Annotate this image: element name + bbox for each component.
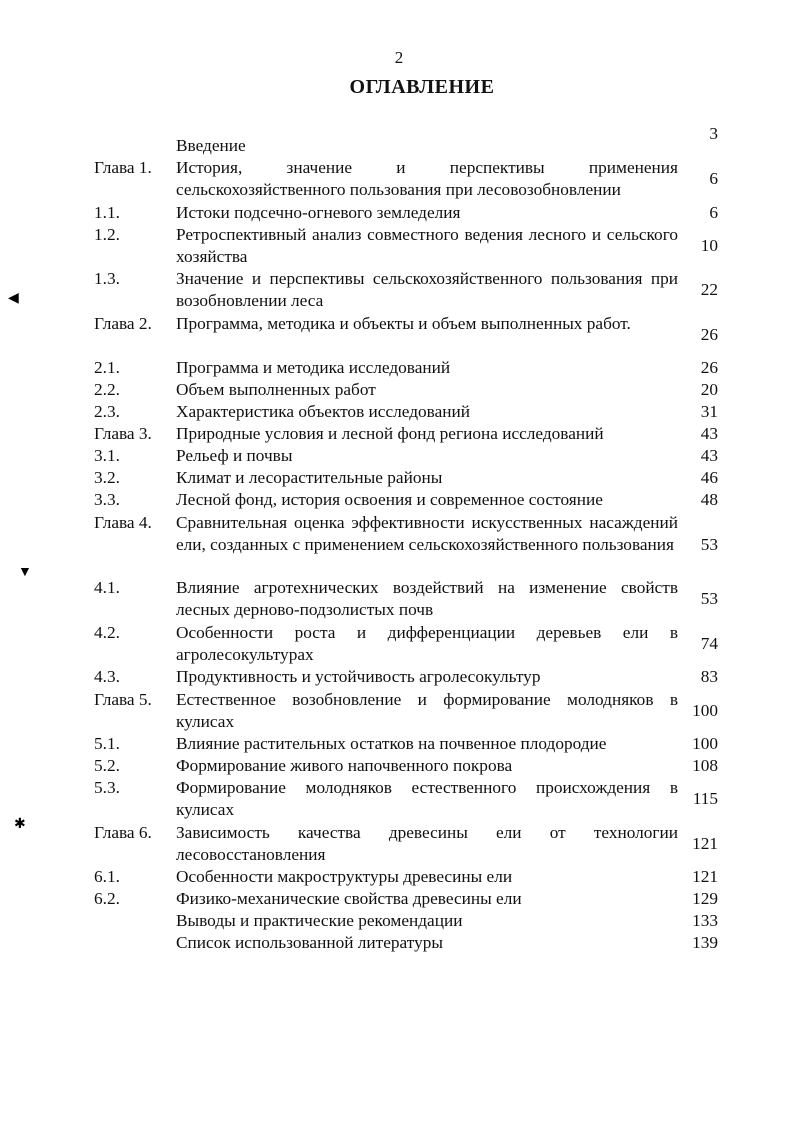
toc-entry-number: 4.1. — [94, 578, 120, 597]
toc-entry-number: Глава 3. — [94, 424, 152, 443]
toc-entry-title: Рельеф и почвы — [176, 446, 293, 465]
toc-entry-title: Программа, методика и объекты и объем выполненных работ. — [176, 314, 631, 333]
toc-entry — [0, 489, 798, 511]
toc-entry-number: 6.2. — [94, 889, 120, 908]
toc-entry-number: 3.3. — [94, 490, 120, 509]
toc-entry — [0, 467, 798, 489]
toc-entry — [0, 888, 798, 910]
toc-entry-title: Сравнительная оценка эффективности искусственных насаждений ели, созданных с применением сельскохозяйственного пользования — [176, 513, 678, 554]
toc-entry-page: 83 — [700, 667, 718, 686]
toc-entry — [0, 755, 798, 777]
toc-entry — [0, 666, 798, 688]
toc-entry-page: 100 — [692, 734, 718, 753]
toc-entry-number: Глава 1. — [94, 158, 152, 177]
toc-entry-title: Особенности роста и дифференциации деревьев ели в агролесокультурах — [176, 623, 678, 664]
toc-entry-title: Ретроспективный анализ совместного ведения лесного и сельского хозяйства — [176, 225, 678, 266]
toc-entry-page: 20 — [700, 380, 718, 399]
toc-entry — [0, 577, 798, 621]
toc-entry — [0, 733, 798, 755]
toc-entry-title: Значение и перспективы сельскохозяйственного пользования при возобновлении леса — [176, 269, 678, 310]
toc-entry-page: 10 — [700, 236, 718, 255]
scan-speck-mark: ✱ — [14, 817, 26, 832]
toc-entry-title: Программа и методика исследований — [176, 358, 451, 377]
toc-entry-title: Истоки подсечно-огневого земледелия — [176, 203, 461, 222]
toc-entry-page: 53 — [700, 589, 718, 608]
toc-entry — [0, 224, 798, 268]
toc-entry — [0, 689, 798, 733]
scan-speck-mark: ◀ — [8, 291, 19, 306]
toc-entry-page: 48 — [700, 490, 718, 509]
toc-entry-number: 5.3. — [94, 778, 120, 797]
toc-entry-page: 3 — [709, 124, 718, 143]
toc-entry-title: Особенности макроструктуры древесины ели — [176, 867, 513, 886]
toc-entry-title: Природные условия и лесной фонд региона исследований — [176, 424, 604, 443]
toc-entry-title: Список использованной литературы — [176, 933, 443, 952]
toc-entry-number: 5.1. — [94, 734, 120, 753]
toc-entry-title: Климат и лесорастительные районы — [176, 468, 443, 487]
toc-entry-page: 6 — [709, 203, 718, 222]
toc-entry-number: 1.1. — [94, 203, 120, 222]
toc-entry-title: История, значение и перспективы применения сельскохозяйственного пользования при лесовозобновлении — [176, 158, 678, 199]
toc-entry-number: 3.1. — [94, 446, 120, 465]
toc-entry-page: 26 — [700, 358, 718, 377]
toc-entry-title: Объем выполненных работ — [176, 380, 376, 399]
scan-speck-mark: ▼ — [18, 565, 32, 580]
toc-entry-title: Формирование молодняков естественного происхождения в кулисах — [176, 778, 678, 819]
toc-entry-page: 121 — [692, 867, 718, 886]
toc-entry — [0, 268, 798, 312]
toc-entry-title: Естественное возобновление и формирование молодняков в кулисах — [176, 690, 678, 731]
toc-entry-page: 115 — [692, 789, 718, 808]
toc-entry-page: 108 — [692, 756, 718, 775]
toc-entry-page: 26 — [700, 325, 718, 344]
toc-entry-page: 129 — [692, 889, 718, 908]
toc-entry — [0, 157, 798, 201]
toc-entry-title: Влияние агротехнических воздействий на изменение свойств лесных дерново-подзолистых почв — [176, 578, 678, 619]
toc-entry-number: 2.1. — [94, 358, 120, 377]
toc-entry-page: 43 — [700, 446, 718, 465]
toc-entry — [0, 313, 798, 357]
toc-entry-page: 43 — [700, 424, 718, 443]
toc-entry-number: 4.2. — [94, 623, 120, 642]
page-number: 2 — [394, 48, 404, 67]
toc-entry-number: Глава 2. — [94, 314, 152, 333]
toc-entry-number: 6.1. — [94, 867, 120, 886]
toc-entry-title: Выводы и практические рекомендации — [176, 911, 463, 930]
toc-entry — [0, 357, 798, 379]
toc-entry — [0, 379, 798, 401]
toc-entry-page: 46 — [700, 468, 718, 487]
toc-entry — [0, 910, 798, 932]
toc-entry-page: 74 — [700, 634, 718, 653]
toc-entry-title: Характеристика объектов исследований — [176, 402, 470, 421]
toc-entry-number: 5.2. — [94, 756, 120, 775]
toc-entry-page: 100 — [692, 701, 718, 720]
toc-entry-page: 53 — [700, 535, 718, 554]
toc-entry-number: Глава 4. — [94, 513, 152, 532]
toc-title: ОГЛАВЛЕНИЕ — [349, 76, 495, 98]
toc-entry-page: 31 — [700, 402, 718, 421]
toc-entry-number: Глава 5. — [94, 690, 152, 709]
toc-entry-title: Формирование живого напочвенного покрова — [176, 756, 513, 775]
toc-entry — [0, 622, 798, 666]
toc-entry-number: 1.3. — [94, 269, 120, 288]
toc-entry-title: Влияние растительных остатков на почвенное плодородие — [176, 734, 607, 753]
toc-entry — [0, 777, 798, 821]
toc-entry — [0, 423, 798, 445]
toc-entry-page: 139 — [692, 933, 718, 952]
toc-entry-title: Введение — [176, 136, 246, 155]
toc-entry-number: 1.2. — [94, 225, 120, 244]
toc-entry — [0, 124, 798, 157]
toc-entry — [0, 822, 798, 866]
toc-entry-page: 6 — [709, 169, 718, 188]
toc-entry-number: Глава 6. — [94, 823, 152, 842]
toc-entry-number: 2.3. — [94, 402, 120, 421]
toc-entry — [0, 932, 798, 954]
toc-entry — [0, 512, 798, 578]
toc-entry-title: Зависимость качества древесины ели от технологии лесовосстановления — [176, 823, 678, 864]
toc-entry-page: 133 — [692, 911, 718, 930]
toc-entry-title: Лесной фонд, история освоения и современное состояние — [176, 490, 603, 509]
toc-entry-title: Продуктивность и устойчивость агролесокультур — [176, 667, 541, 686]
toc-entry-page: 121 — [692, 834, 718, 853]
toc-entry — [0, 866, 798, 888]
toc-entry — [0, 445, 798, 467]
toc-entry-page: 22 — [700, 280, 718, 299]
toc-entry-number: 3.2. — [94, 468, 120, 487]
toc-entry-title: Физико-механические свойства древесины ели — [176, 889, 522, 908]
toc-entry-number: 2.2. — [94, 380, 120, 399]
toc-entry — [0, 401, 798, 423]
toc-entry — [0, 202, 798, 224]
toc-entry-number: 4.3. — [94, 667, 120, 686]
